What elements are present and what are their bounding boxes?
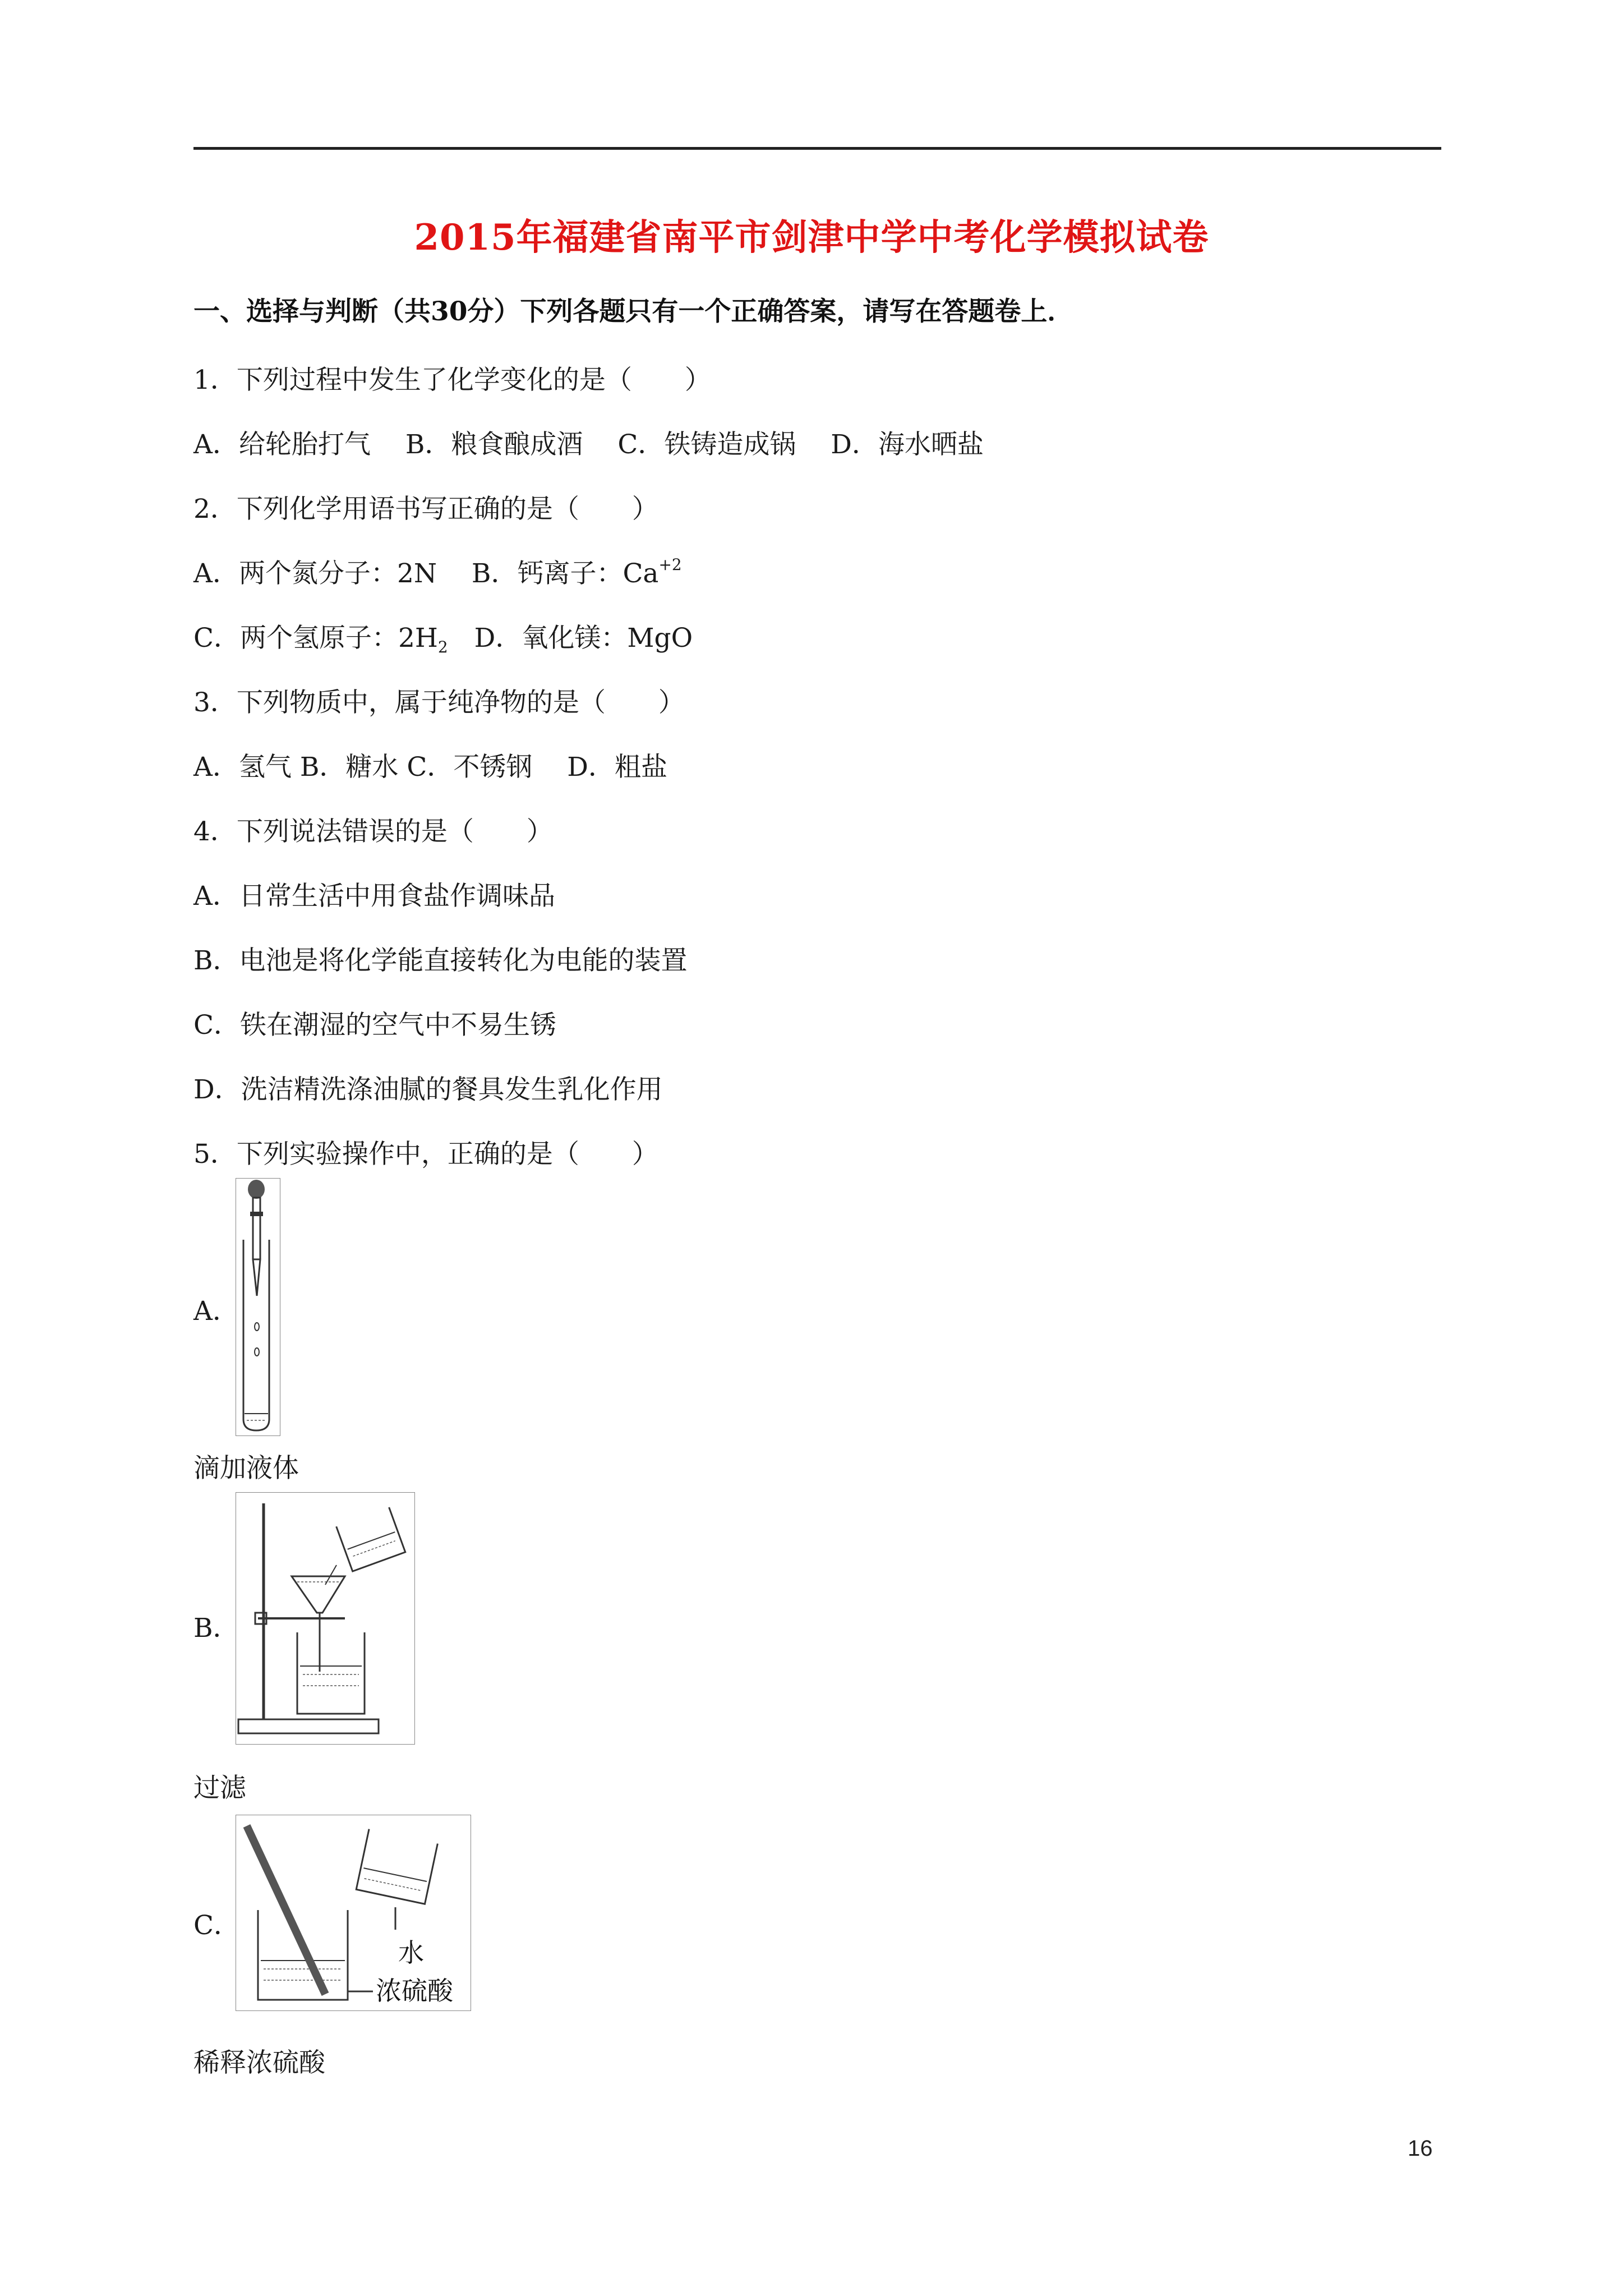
question-4-option-a: A．日常生活中用食盐作调味品	[193, 881, 555, 912]
figure-a-caption: 滴加液体	[193, 1453, 299, 1484]
figure-b-letter: B．	[193, 1613, 239, 1644]
question-2-option-d: D．氧化镁：MgO	[448, 623, 693, 654]
section-heading: 一、选择与判断（共30分）下列各题只有一个正确答案，请写在答题卷上．	[193, 296, 1074, 327]
figure-b-caption: 过滤	[193, 1773, 246, 1803]
question-4-stem: 4．下列说法错误的是（ ）	[193, 816, 553, 847]
hydrogen-subscript: 2	[437, 638, 448, 656]
question-1-stem: 1．下列过程中发生了化学变化的是（ ）	[193, 365, 711, 395]
question-3-stem: 3．下列物质中，属于纯净物的是（ ）	[193, 687, 685, 718]
figure-c-letter: C．	[193, 1910, 240, 1941]
filtration-apparatus-figure	[236, 1492, 415, 1745]
question-2-options-line-1	[193, 553, 682, 590]
question-3-options: A．氢气 B．糖水 C．不锈钢 D．粗盐	[193, 752, 667, 783]
question-2-options-line-2	[193, 617, 693, 655]
dropper-test-tube-figure	[236, 1178, 280, 1436]
question-5-stem: 5．下列实验操作中，正确的是（ ）	[193, 1139, 658, 1170]
page-number: 16	[1408, 2136, 1433, 2161]
figure-a-letter: A．	[193, 1296, 239, 1327]
question-2-stem: 2．下列化学用语书写正确的是（ ）	[193, 494, 658, 524]
question-4-option-c: C．铁在潮湿的空气中不易生锈	[193, 1010, 556, 1041]
water-label: 水	[398, 1938, 424, 1968]
calcium-ion-charge: +2	[658, 555, 682, 574]
header-rule	[193, 147, 1441, 150]
dilute-sulfuric-acid-figure	[236, 1815, 471, 2011]
question-2-option-ab: A．两个氮分子：2N B．钙离子：Ca	[193, 558, 659, 589]
question-2-option-c: C．两个氢原子：2H	[193, 623, 438, 654]
question-4-option-d: D．洗洁精洗涤油腻的餐具发生乳化作用	[193, 1074, 663, 1105]
page-title: 2015年福建省南平市剑津中学中考化学模拟试卷	[414, 217, 1209, 259]
figure-c-caption: 稀释浓硫酸	[193, 2047, 325, 2078]
question-1-options: A．给轮胎打气 B．粮食酿成酒 C．铁铸造成锅 D．海水晒盐	[193, 429, 984, 460]
sulfuric-acid-label: 浓硫酸	[376, 1976, 453, 2006]
question-4-option-b: B．电池是将化学能直接转化为电能的装置	[193, 945, 688, 976]
